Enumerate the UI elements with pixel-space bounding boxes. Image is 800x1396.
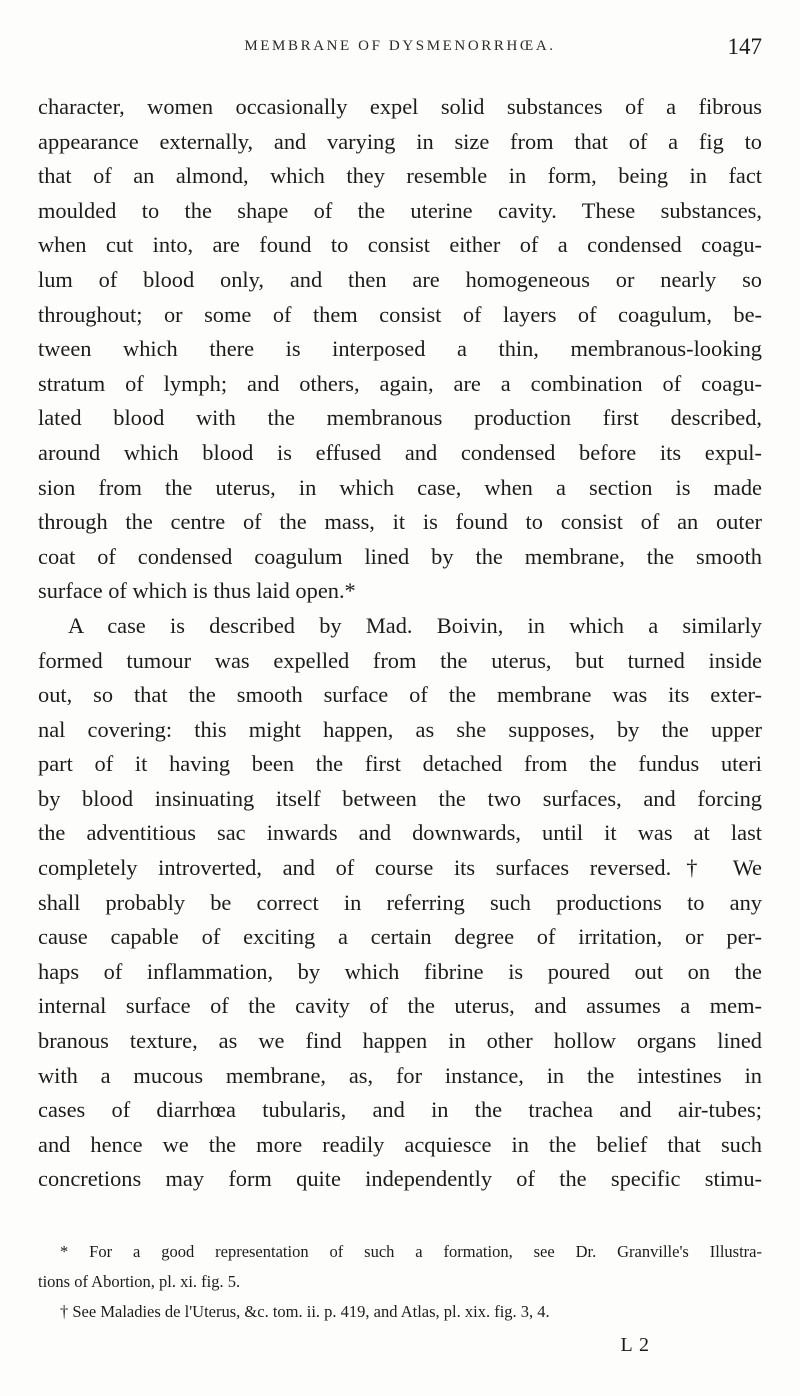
running-title: MEMBRANE OF DYSMENORRHŒA. <box>244 38 556 54</box>
signature-mark: L 2 <box>620 1334 650 1356</box>
text-line: sion from the uterus, in which case, when a section is made <box>38 474 762 500</box>
text-line: completely introverted, and of course its surfaces reversed.† We <box>38 855 762 881</box>
text-line: cause capable of exciting a certain degree of irritation, or per- <box>38 924 762 950</box>
text-line: surface of which is thus laid open.* <box>38 578 356 604</box>
text-line: moulded to the shape of the uterine cavity. These substances, <box>38 197 762 223</box>
text-line: the adventitious sac inwards and downwards, until it was at last <box>38 820 762 846</box>
text-line: internal surface of the cavity of the uterus, and assumes a mem- <box>38 993 762 1019</box>
text-line: A case is described by Mad. Boivin, in which a similarly <box>68 612 762 638</box>
footnotes <box>38 1237 762 1327</box>
text-line: part of it having been the first detached from the fundus uteri <box>38 751 762 777</box>
text-line: that of an almond, which they resemble in form, being in fact <box>38 163 762 189</box>
text-line: by blood insinuating itself between the two surfaces, and forcing <box>38 785 762 811</box>
text-line: lum of blood only, and then are homogeneous or nearly so <box>38 266 762 292</box>
page-number: 147 <box>727 34 762 59</box>
text-line: when cut into, are found to consist either of a condensed coagu- <box>38 232 762 258</box>
text-line: coat of condensed coagulum lined by the membrane, the smooth <box>38 543 762 569</box>
text-line: cases of diarrhœa tubularis, and in the trachea and air-tubes; <box>38 1097 762 1123</box>
text-line: branous texture, as we find happen in other hollow organs lined <box>38 1028 762 1054</box>
text-line: stratum of lymph; and others, again, are a combination of coagu- <box>38 370 762 396</box>
text-line: tween which there is interposed a thin, membranous-looking <box>38 336 762 362</box>
text-line: character, women occasionally expel solid substances of a fibrous <box>38 94 762 119</box>
text-line: concretions may form quite independently of the specific stimu- <box>38 1166 762 1192</box>
footnote-line: * For a good representation of such a formation, see Dr. Granville's Illustra- <box>60 1242 762 1261</box>
text-line: appearance externally, and varying in size from that of a fig to <box>38 128 762 154</box>
body-text <box>38 90 762 1197</box>
text-line: formed tumour was expelled from the uterus, but turned inside <box>38 647 762 673</box>
text-line: around which blood is effused and condensed before its expul- <box>38 439 762 465</box>
text-line: out, so that the smooth surface of the membrane was its exter- <box>38 682 762 708</box>
text-line: shall probably be correct in referring such productions to any <box>38 889 762 915</box>
footnote-line: † See Maladies de l'Uterus, &c. tom. ii. p. 419, and Atlas, pl. xix. fig. 3, 4. <box>60 1302 550 1321</box>
text-line: and hence we the more readily acquiesce in the belief that such <box>38 1131 762 1157</box>
text-line: with a mucous membrane, as, for instance, in the intestines in <box>38 1062 762 1088</box>
footnote-line: tions of Abortion, pl. xi. fig. 5. <box>38 1272 241 1291</box>
running-head <box>38 34 762 64</box>
text-line: lated blood with the membranous production first described, <box>38 405 762 431</box>
text-line: throughout; or some of them consist of layers of coagulum, be- <box>38 301 762 327</box>
text-line: haps of inflammation, by which fibrine is poured out on the <box>38 958 762 984</box>
text-line: through the centre of the mass, it is found to consist of an outer <box>38 509 762 535</box>
text-line: nal covering: this might happen, as she supposes, by the upper <box>38 716 762 742</box>
